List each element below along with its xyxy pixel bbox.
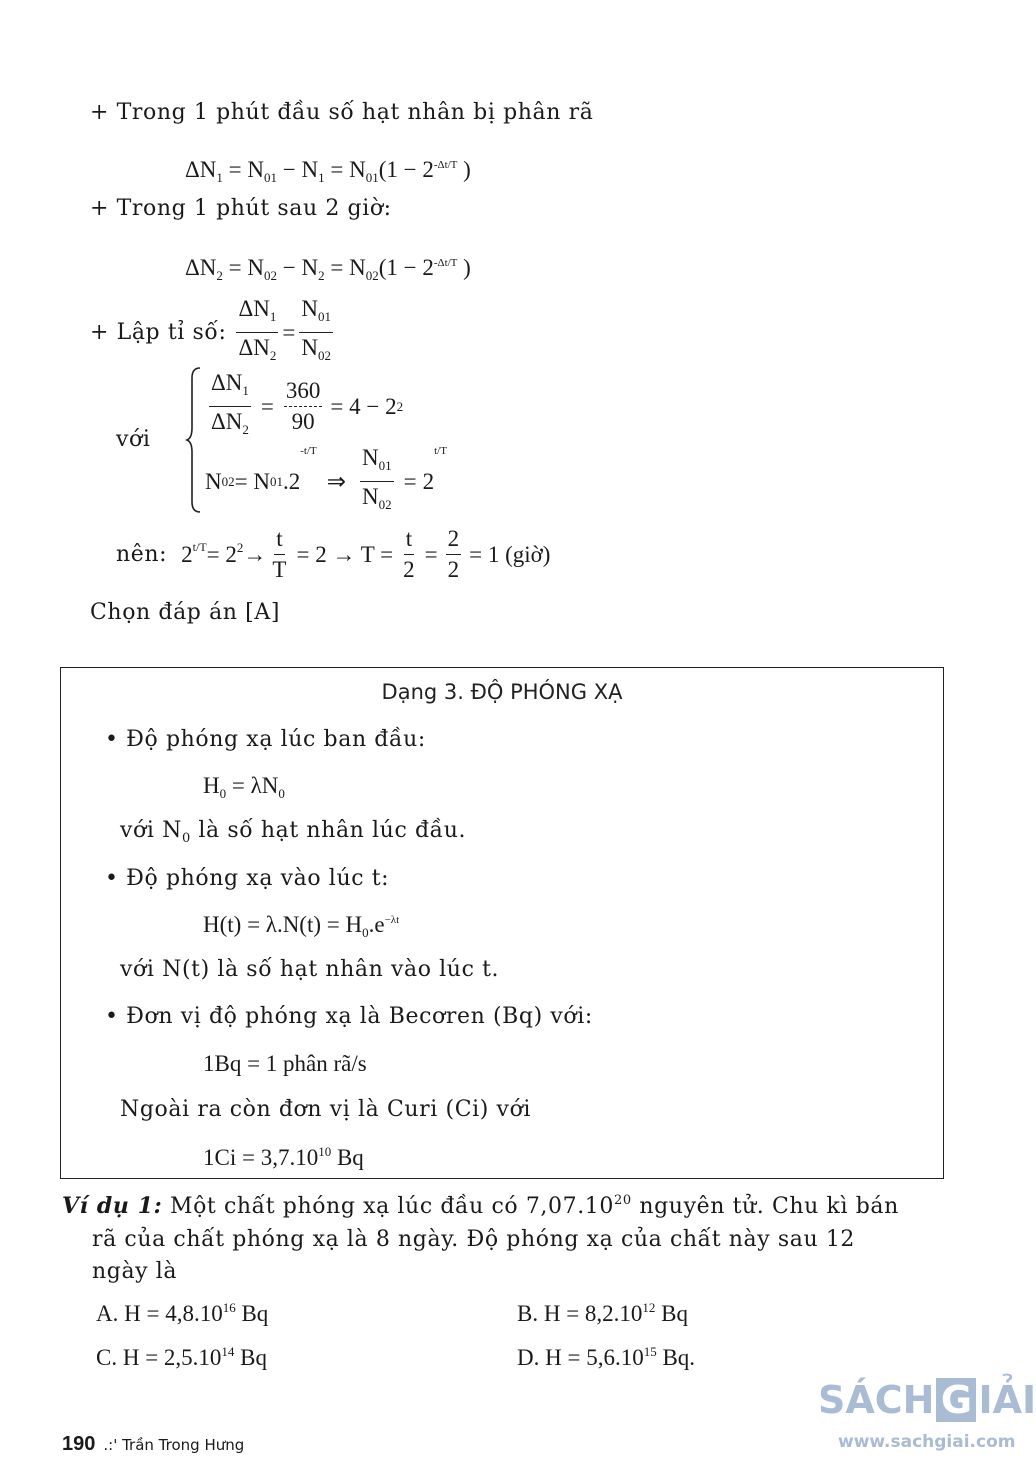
ratio-fraction-right (299, 296, 333, 369)
formula-text: = N (324, 255, 366, 280)
system-row-2 (205, 445, 447, 518)
system-row-1 (205, 370, 403, 443)
formula-text: ) (457, 255, 471, 280)
denominator: 90 (291, 409, 315, 434)
therefore-label: nên: (116, 542, 168, 567)
ratio-label: + Lập tỉ số: (90, 320, 227, 345)
system-fraction-values (284, 378, 323, 435)
exponent: −λt (384, 914, 400, 926)
denominator: N (301, 335, 318, 360)
subscript: 02 (221, 473, 235, 489)
denominator: ΔN (211, 409, 243, 434)
example-text: Một chất phóng xạ lúc đầu có 7,07.10 (162, 1194, 614, 1219)
formula-text: = N (222, 255, 264, 280)
result: = 1 (giờ) (469, 541, 551, 567)
box-note-1 (120, 818, 466, 846)
watermark-logo (818, 1378, 1036, 1422)
subscript: 01 (317, 309, 331, 324)
subscript: 2 (269, 348, 277, 363)
subscript: 1 (216, 170, 223, 185)
subscript: 0 (278, 786, 285, 801)
formula-text: = λN (226, 773, 279, 798)
left-brace-icon (186, 366, 204, 514)
option-b[interactable] (517, 1300, 688, 1327)
option-text: Bq (234, 1345, 268, 1370)
equals-sign: = (260, 393, 274, 419)
numerator: N (362, 445, 379, 470)
numerator: ΔN (238, 296, 270, 321)
denominator: T (272, 557, 287, 582)
formula-text: .e (368, 912, 385, 937)
option-a[interactable] (96, 1300, 268, 1327)
formula-text: = N (234, 468, 270, 494)
fraction-t-over-T (270, 526, 288, 583)
subscript: 0 (362, 925, 369, 940)
box-title: Dạng 3. ĐỘ PHÓNG XẠ (381, 680, 623, 704)
option-text: Bq (235, 1301, 269, 1326)
subscript: 1 (269, 309, 277, 324)
formula-text: H(t) = λ.N(t) = H (203, 912, 363, 937)
formula-text: ΔN (185, 157, 217, 182)
option-c[interactable] (96, 1344, 267, 1371)
subscript: 0 (181, 831, 191, 846)
therefore-line (116, 526, 550, 583)
subscript: 02 (365, 268, 379, 283)
note-text: với N (120, 818, 182, 843)
option-text: Bq. (656, 1345, 696, 1370)
ratio-fraction-left (236, 296, 278, 369)
exponent: 20 (614, 1193, 632, 1208)
watermark-text: SÁCH (818, 1378, 935, 1422)
subscript: 02 (317, 348, 331, 363)
with-label: với (116, 427, 151, 452)
subscript: 01 (264, 170, 277, 185)
box-formula-2 (203, 912, 399, 941)
formula-text: 2 (422, 468, 435, 494)
subscript: 01 (269, 473, 283, 489)
option-text: D. H = 5,6.10 (517, 1345, 644, 1370)
formula-text: = N (324, 157, 366, 182)
ratio-line (90, 296, 337, 369)
box-note-2: với N(t) là số hạt nhân vào lúc t. (120, 957, 500, 982)
exponent: 10 (318, 1144, 332, 1159)
option-text: B. H = 8,2.10 (517, 1301, 643, 1326)
system-fraction-n (360, 445, 394, 518)
exponent: 2 (396, 398, 404, 414)
exponent: 16 (222, 1300, 236, 1315)
option-text: Bq (655, 1301, 689, 1326)
formula-text: Bq (331, 1145, 364, 1170)
formula-text: = 2 (206, 541, 237, 567)
option-text: A. H = 4,8.10 (96, 1301, 223, 1326)
subscript: 02 (264, 268, 277, 283)
implies-arrow: ⇒ (326, 468, 346, 494)
step1-label: + Trong 1 phút đầu số hạt nhân bị phân rã (90, 100, 594, 125)
option-text: C. H = 2,5.10 (96, 1345, 222, 1370)
exponent: -Δt/T (433, 159, 458, 171)
numerator: t (404, 526, 414, 555)
subscript: 01 (365, 170, 379, 185)
formula-text: ΔN (185, 255, 217, 280)
subscript: 2 (318, 268, 325, 283)
exponent: 12 (642, 1300, 656, 1315)
denominator: 2 (403, 557, 415, 582)
numerator: 360 (284, 378, 323, 407)
equals-sign: = (403, 468, 417, 494)
exponent: 2 (236, 540, 244, 555)
watermark-g-block: G (936, 1378, 976, 1422)
denominator: N (362, 484, 379, 509)
formula-text: (1 − 2 (378, 255, 434, 280)
page-footer (62, 1433, 244, 1456)
formula-text: − N (277, 157, 319, 182)
exponent: t/T (434, 445, 447, 457)
example-line-2: rã của chất phóng xạ là 8 ngày. Độ phóng xạ của chất này sau 12 (92, 1227, 856, 1252)
watermark-url: www.sachgiai.com (838, 1432, 1016, 1452)
formula-text: 2 (181, 541, 193, 567)
subscript: 2 (216, 268, 223, 283)
step2-formula (185, 255, 471, 284)
box-bullet-1: • Độ phóng xạ lúc ban đầu: (105, 727, 426, 752)
exponent: -t/T (300, 445, 317, 457)
page-number: 190 (62, 1433, 96, 1455)
subscript: 02 (378, 497, 392, 512)
example-line-1 (62, 1193, 942, 1219)
system-fraction-dn (209, 370, 251, 443)
fraction-2-over-2 (446, 526, 462, 583)
author-name: .:' Trần Trong Hưng (103, 1436, 245, 1454)
answer-choice: Chọn đáp án [A] (90, 600, 281, 625)
box-formula-3: 1Bq = 1 phân rã/s (203, 1051, 367, 1076)
formula-text: H (203, 773, 220, 798)
equals-sign: = (282, 319, 296, 345)
formula-text: ) (457, 157, 471, 182)
subscript: 01 (378, 458, 392, 473)
numerator: t (274, 526, 284, 555)
formula-text: = N (222, 157, 264, 182)
numerator: 2 (446, 526, 462, 555)
note-text: là số hạt nhân lúc đầu. (190, 818, 467, 843)
equals-sign: = (424, 541, 438, 567)
subscript: 2 (242, 422, 249, 437)
example-line-3: ngày là (92, 1259, 178, 1284)
example-text: nguyên tử. Chu kì bán (631, 1194, 899, 1219)
formula-text: 1Ci = 3,7.10 (203, 1145, 319, 1170)
subscript: 1 (318, 170, 325, 185)
exponent: 14 (221, 1344, 235, 1359)
arrow: → (243, 541, 267, 567)
watermark-text: IẢI (978, 1378, 1036, 1422)
example-label: Ví dụ 1: (62, 1193, 163, 1219)
box-bullet-2: • Độ phóng xạ vào lúc t: (105, 866, 390, 891)
formula-text: .2 (282, 468, 301, 494)
option-d[interactable] (517, 1344, 695, 1371)
exponent: t/T (192, 540, 207, 554)
exponent: -Δt/T (433, 257, 458, 269)
numerator: ΔN (211, 370, 243, 395)
numerator: N (301, 296, 318, 321)
denominator: 2 (447, 557, 460, 582)
box-formula-4 (203, 1144, 364, 1171)
formula-text: = 2 → T = (296, 541, 394, 567)
formula-text: = 4 − 2 (330, 393, 397, 419)
fraction-t-over-2 (401, 526, 417, 583)
step1-formula (185, 157, 471, 186)
formula-text: − N (277, 255, 319, 280)
step2-label: + Trong 1 phút sau 2 giờ: (90, 196, 392, 221)
box-formula-1 (203, 773, 285, 802)
denominator: ΔN (238, 335, 270, 360)
exponent: 15 (643, 1344, 657, 1359)
box-bullet-3: • Đơn vị độ phóng xạ là Becơren (Bq) với: (105, 1004, 593, 1029)
box-note-3: Ngoài ra còn đơn vị là Curi (Ci) với (120, 1097, 532, 1122)
formula-text: N (205, 468, 222, 494)
subscript: 1 (242, 383, 249, 398)
formula-text: (1 − 2 (378, 157, 434, 182)
subscript: 0 (219, 786, 227, 801)
